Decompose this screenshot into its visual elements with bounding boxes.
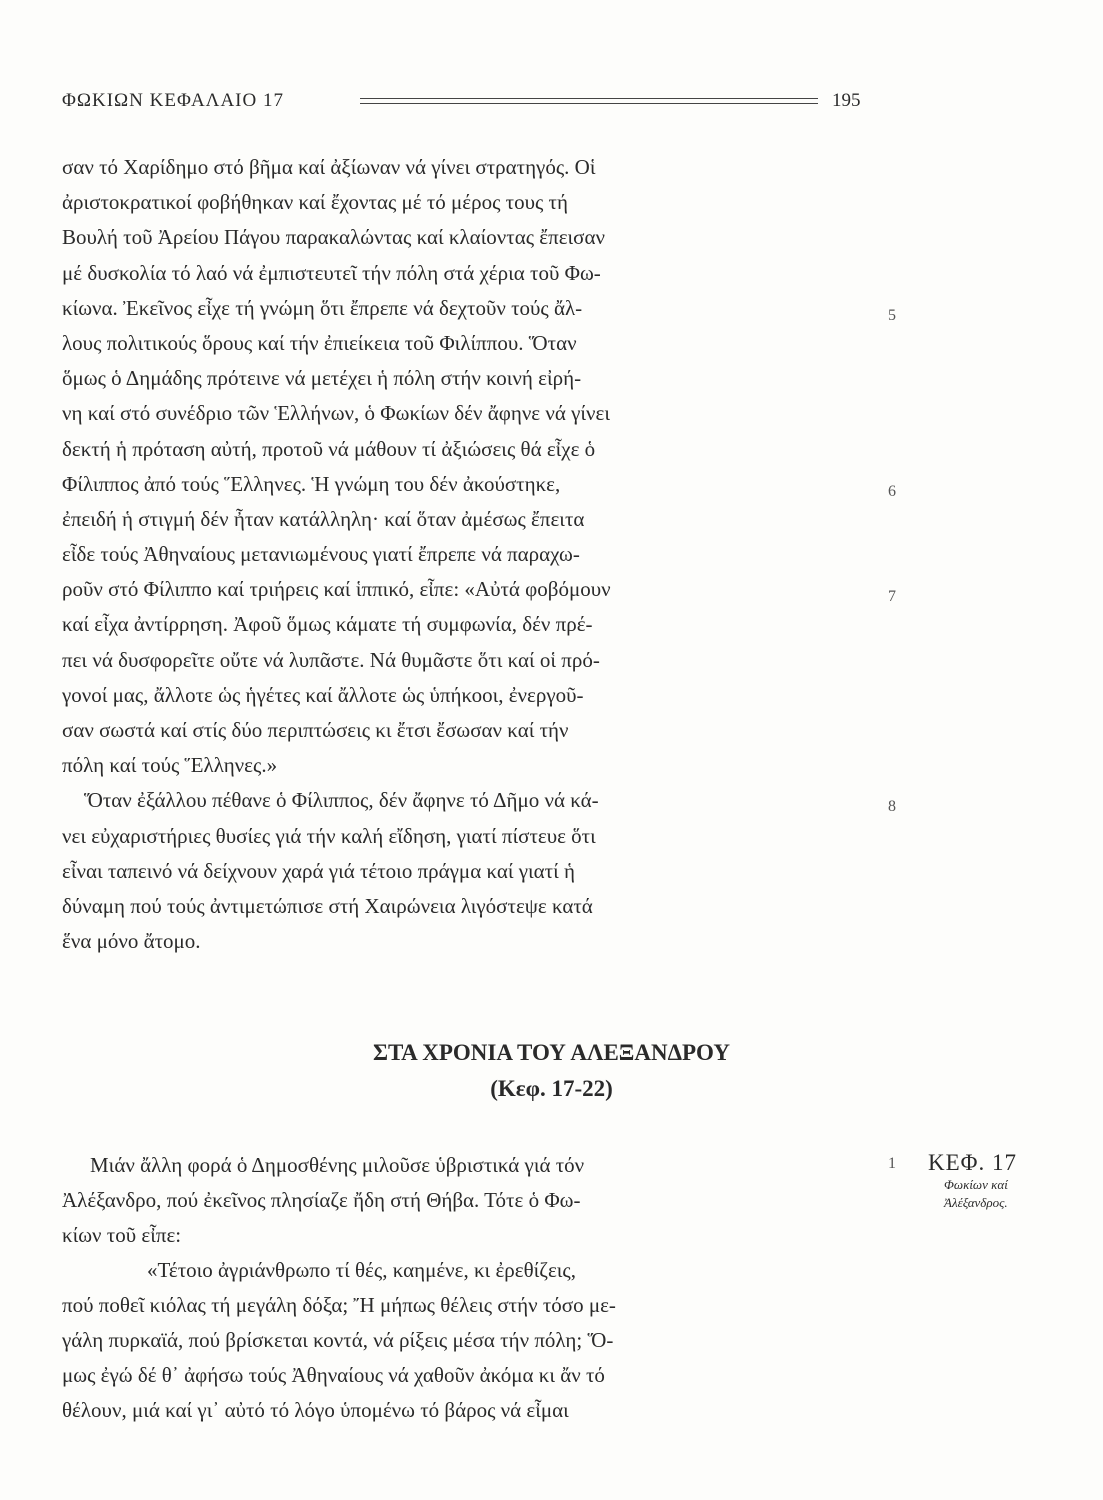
section-title: ΣΤΑ ΧΡΟΝΙΑ ΤΟΥ ΑΛΕΞΑΝΔΡΟΥ: [373, 1040, 730, 1065]
text-line: Φίλιππος ἀπό τούς Ἕλληνες. Ἡ γνώμη του δέν ἀκούστηκε,: [62, 471, 561, 496]
text-line: Ἀλέξανδρο, πού ἐκεῖνος πλησίαζε ἤδη στή Θήβα. Τότε ὁ Φω-: [62, 1188, 581, 1212]
text-line: ἕνα μόνο ἄτομο.: [62, 929, 201, 954]
text-line: γονοί μας, ἄλλοτε ὡς ἡγέτες καί ἄλλοτε ὡς ὑπήκοοι, ἐνεργοῦ-: [62, 682, 584, 707]
line-number: 1: [888, 1155, 896, 1172]
page-header: [62, 90, 872, 120]
section-subtitle: (Κεφ. 17-22): [490, 1076, 613, 1101]
line-number: 7: [888, 588, 896, 605]
text-line: ἐπειδή ἡ στιγμή δέν ἦταν κατάλληλη· καί ὅταν ἀμέσως ἔπειτα: [62, 506, 585, 531]
text-line: πει νά δυσφορεῖτε οὔτε νά λυπᾶστε. Νά θυμᾶστε ὅτι καί οἱ πρό-: [62, 647, 600, 672]
margin-chapter-subtitle: Ἀλέξανδρος.: [944, 1195, 1008, 1210]
page-number: 195: [832, 90, 861, 111]
line-number: 6: [888, 483, 896, 500]
running-title: ΦΩΚΙΩΝ ΚΕΦΑΛΑΙΟ 17: [62, 90, 284, 111]
text-line: σαν τό Χαρίδημο στό βῆμα καί ἀξίωναν νά γίνει στρατηγός. Οἱ: [62, 155, 596, 179]
text-line: Ὅταν ἐξάλλου πέθανε ὁ Φίλιππος, δέν ἄφηνε τό Δῆμο νά κά-: [84, 788, 599, 813]
text-line: εἶδε τούς Ἀθηναίους μετανιωμένους γιατί ἔπρεπε νά παραχω-: [62, 542, 580, 567]
text-line: καί εἶχα ἀντίρρηση. Ἀφοῦ ὅμως κάματε τή συμφωνία, δέν πρέ-: [62, 612, 593, 637]
text-line: «Τέτοιο ἀγριάνθρωπο τί θές, καημένε, κι ἐρεθίζεις,: [147, 1258, 577, 1282]
text-line: δύναμη πού τούς ἀντιμετώπισε στή Χαιρώνεια λιγόστεψε κατά: [62, 893, 593, 918]
text-line: θέλουν, μιά καί γι᾽ αὐτό τό λόγο ὑπομένω τό βάρος νά εἶμαι: [62, 1398, 569, 1422]
text-line: μέ δυσκολία τό λαό νά ἐμπιστευτεῖ τήν πόλη στά χέρια τοῦ Φω-: [62, 260, 601, 285]
margin-chapter-note: [928, 1150, 1068, 1212]
lower-text-block: [62, 1148, 857, 1428]
text-line: κίων τοῦ εἶπε:: [62, 1223, 182, 1247]
header-rule: [360, 98, 818, 104]
text-line: πού ποθεῖ κιόλας τή μεγάλη δόξα; Ἤ μήπως θέλεις στήν τόσο με-: [62, 1293, 616, 1317]
text-line: Βουλή τοῦ Ἀρείου Πάγου παρακαλώντας καί κλαίοντας ἔπεισαν: [62, 225, 605, 250]
text-line: εἶναι ταπεινό νά δείχνουν χαρά γιά τέτοιο πράγμα καί γιατί ἡ: [62, 858, 575, 883]
text-line: γάλη πυρκαϊά, πού βρίσκεται κοντά, νά ρίξεις μέσα τήν πόλη; Ὅ-: [62, 1328, 614, 1352]
text-line: Μιάν ἄλλη φορά ὁ Δημοσθένης μιλοῦσε ὑβριστικά γιά τόν: [90, 1153, 585, 1177]
text-line: μως ἐγώ δέ θ᾽ ἀφήσω τούς Ἀθηναίους νά χαθοῦν ἀκόμα κι ἄν τό: [62, 1363, 605, 1387]
text-line: λους πολιτικούς ὅρους καί τήν ἐπιείκεια τοῦ Φιλίππου. Ὅταν: [62, 330, 577, 355]
text-line: ἀριστοκρατικοί φοβήθηκαν καί ἔχοντας μέ τό μέρος τους τή: [62, 190, 568, 215]
upper-text-block: [62, 150, 857, 959]
margin-chapter-label: ΚΕΦ. 17: [928, 1150, 1017, 1175]
text-line: πόλη καί τούς Ἕλληνες.»: [62, 753, 278, 778]
text-line: ὅμως ὁ Δημάδης πρότεινε νά μετέχει ἡ πόλη στήν κοινή εἰρή-: [62, 366, 582, 391]
text-line: σαν σωστά καί στίς δύο περιπτώσεις κι ἔτσι ἔσωσαν καί τήν: [62, 718, 569, 742]
text-line: νη καί στό συνέδριο τῶν Ἑλλήνων, ὁ Φωκίων δέν ἄφηνε νά γίνει: [62, 401, 611, 426]
line-number: 8: [888, 798, 896, 815]
text-line: νει εὐχαριστήριες θυσίες γιά τήν καλή εἴδηση, γιατί πίστευε ὅτι: [62, 823, 596, 848]
text-line: κίωνα. Ἐκεῖνος εἶχε τή γνώμη ὅτι ἔπρεπε νά δεχτοῦν τούς ἄλ-: [62, 295, 583, 320]
text-line: δεκτή ἡ πρόταση αὐτή, προτοῦ νά μάθουν τί ἀξιώσεις θά εἶχε ὁ: [62, 436, 596, 461]
margin-chapter-subtitle: Φωκίων καί: [944, 1177, 1008, 1192]
text-line: ροῦν στό Φίλιππο καί τριήρεις καί ἱππικό, εἶπε: «Αὐτά φοβόμουν: [62, 577, 611, 602]
line-number: 5: [888, 307, 896, 324]
